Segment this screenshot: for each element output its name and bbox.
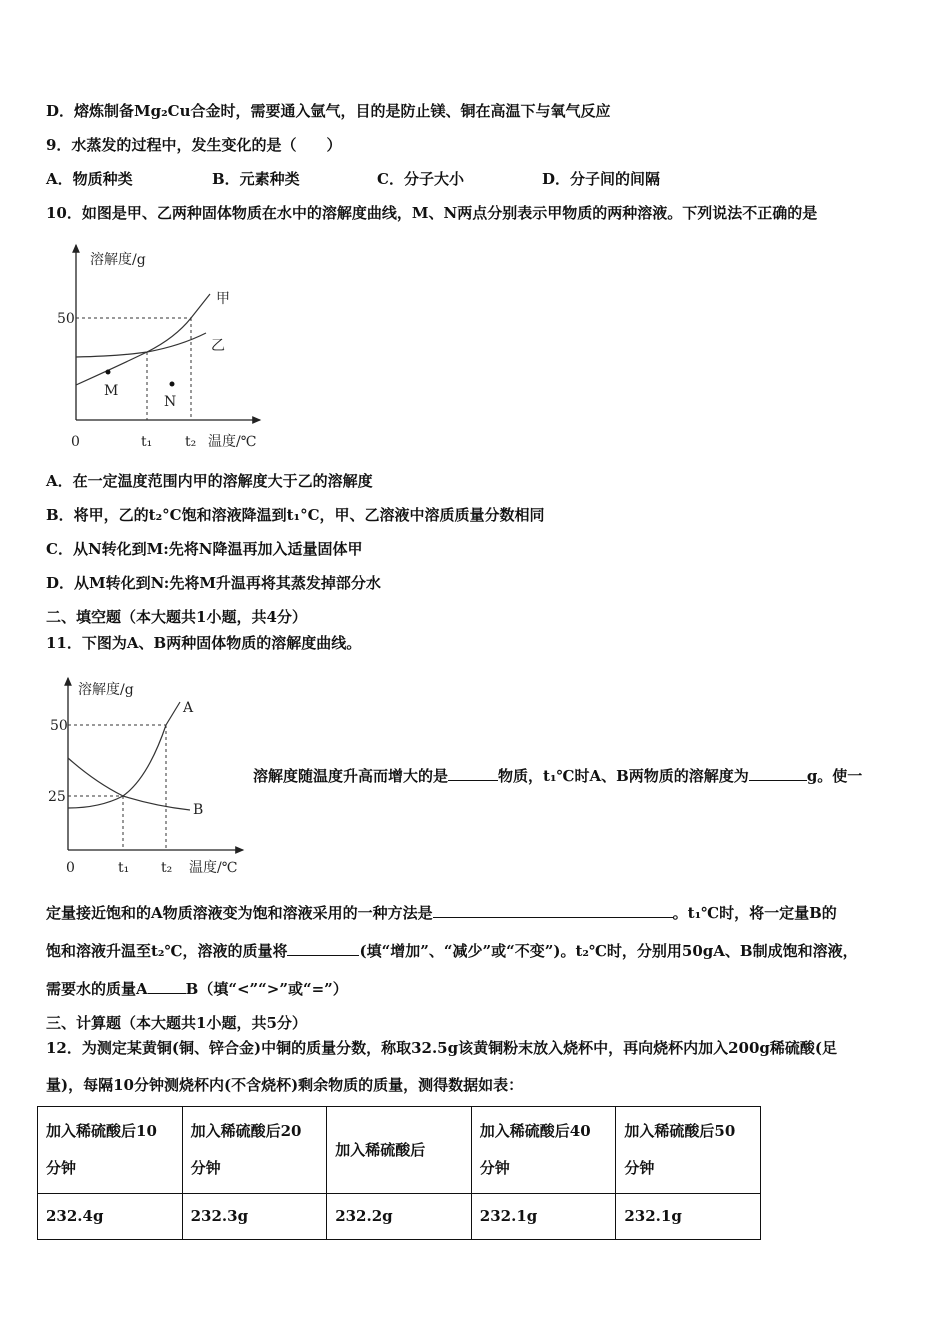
table-cell: 232.1g (616, 1194, 761, 1240)
q11-line-3: 饱和溶液升温至t₂℃，溶液的质量将 (填“增加”、“减少”或“不变”)。t₂℃时，分别用50gA、B制成饱和溶液， (46, 942, 858, 960)
point-n (170, 382, 175, 387)
table-cell: 232.3g (182, 1194, 327, 1240)
tick-t2: t₂ (161, 860, 173, 876)
blank-1[interactable] (448, 766, 498, 781)
label-n: N (164, 394, 177, 410)
table-cell: 232.2g (327, 1194, 472, 1240)
tick-50: 50 (57, 311, 75, 327)
q10-option-b: B．将甲，乙的t₂°C饱和溶液降温到t₁°C，甲、乙溶液中溶质质量分数相同 (46, 506, 545, 524)
q11-line-1: 溶解度随温度升高而增大的是 物质，t₁℃时A、B两物质的溶解度为 g。使一 (253, 767, 863, 785)
q11-line-4: 需要水的质量A B（填“<”“>”或“=”） (46, 980, 348, 998)
table-cell: 232.1g (471, 1194, 616, 1240)
table-header-row (38, 1107, 761, 1194)
q9-stem: 9．水蒸发的过程中，发生变化的是（ ） (46, 136, 342, 154)
curve-yi (76, 333, 206, 357)
blank-2[interactable] (749, 766, 807, 781)
tick-t2: t₂ (185, 434, 197, 450)
section-2-heading: 二、填空题（本大题共1小题，共4分） (46, 608, 307, 626)
tick-origin: 0 (66, 860, 75, 876)
curve-b (68, 758, 190, 810)
data-table (37, 1106, 761, 1240)
q10-option-d: D．从M转化到N:先将M升温再将其蒸发掉部分水 (46, 574, 381, 592)
table-cell: 232.4g (38, 1194, 183, 1240)
table-row (38, 1194, 761, 1240)
q10-stem: 10．如图是甲、乙两种固体物质在水中的溶解度曲线，M、N两点分别表示甲物质的两种溶液。下列说法不正确的是 (46, 204, 818, 222)
tick-50: 50 (50, 718, 68, 734)
table-header-cell: 加入稀硫酸后20 分钟 (182, 1107, 327, 1194)
table-header-cell: 加入稀硫酸后40 分钟 (471, 1107, 616, 1194)
q11-line-2: 定量接近饱和的A物质溶液变为饱和溶液采用的一种方法是 。t₁℃时，将一定量B的 (46, 904, 837, 922)
x-axis-label: 温度/℃ (208, 434, 257, 450)
y-axis-label: 溶解度/g (90, 252, 146, 268)
label-yi: 乙 (211, 338, 225, 354)
q9-option-d: D．分子间的间隔 (542, 170, 661, 188)
tick-t1: t₁ (118, 860, 130, 876)
x-axis-label: 温度/℃ (189, 860, 238, 876)
table-header-cell: 加入稀硫酸后10 分钟 (38, 1107, 183, 1194)
label-a: A (183, 700, 194, 716)
q9-option-a: A．物质种类 (46, 170, 133, 188)
blank-3[interactable] (433, 903, 673, 918)
tick-25: 25 (48, 789, 66, 805)
label-m: M (104, 383, 119, 399)
label-b: B (193, 802, 204, 818)
q10-option-a: A．在一定温度范围内甲的溶解度大于乙的溶解度 (46, 472, 373, 490)
point-m (106, 370, 111, 375)
q11-solubility-graph (0, 660, 260, 890)
curve-a (68, 702, 180, 808)
q8-option-d: D．熔炼制备Mg₂Cu合金时，需要通入氩气，目的是防止镁、铜在高温下与氧气反应 (46, 102, 611, 120)
tick-t1: t₁ (141, 434, 153, 450)
q10-solubility-graph (0, 0, 950, 470)
q12-line-2: 量)，每隔10分钟测烧杯内(不含烧杯)剩余物质的质量，测得数据如表： (46, 1076, 524, 1094)
q9-option-c: C．分子大小 (377, 170, 464, 188)
section-3-heading: 三、计算题（本大题共1小题，共5分） (46, 1014, 307, 1032)
q9-option-b: B．元素种类 (212, 170, 300, 188)
y-axis-label: 溶解度/g (78, 682, 134, 698)
table-header-cell: 加入稀硫酸后 (327, 1107, 472, 1194)
q11-stem: 11．下图为A、B两种固体物质的溶解度曲线。 (46, 634, 362, 652)
label-jia: 甲 (216, 291, 230, 307)
q10-option-c: C．从N转化到M:先将N降温再加入适量固体甲 (46, 540, 363, 558)
q12-line-1: 12．为测定某黄铜(铜、锌合金)中铜的质量分数，称取32.5g该黄铜粉末放入烧杯中，再向烧杯内加入200g稀硫酸(足 (46, 1039, 837, 1057)
blank-4[interactable] (287, 941, 359, 956)
blank-5[interactable] (148, 979, 186, 994)
tick-origin: 0 (71, 434, 80, 450)
table-header-cell: 加入稀硫酸后50 分钟 (616, 1107, 761, 1194)
